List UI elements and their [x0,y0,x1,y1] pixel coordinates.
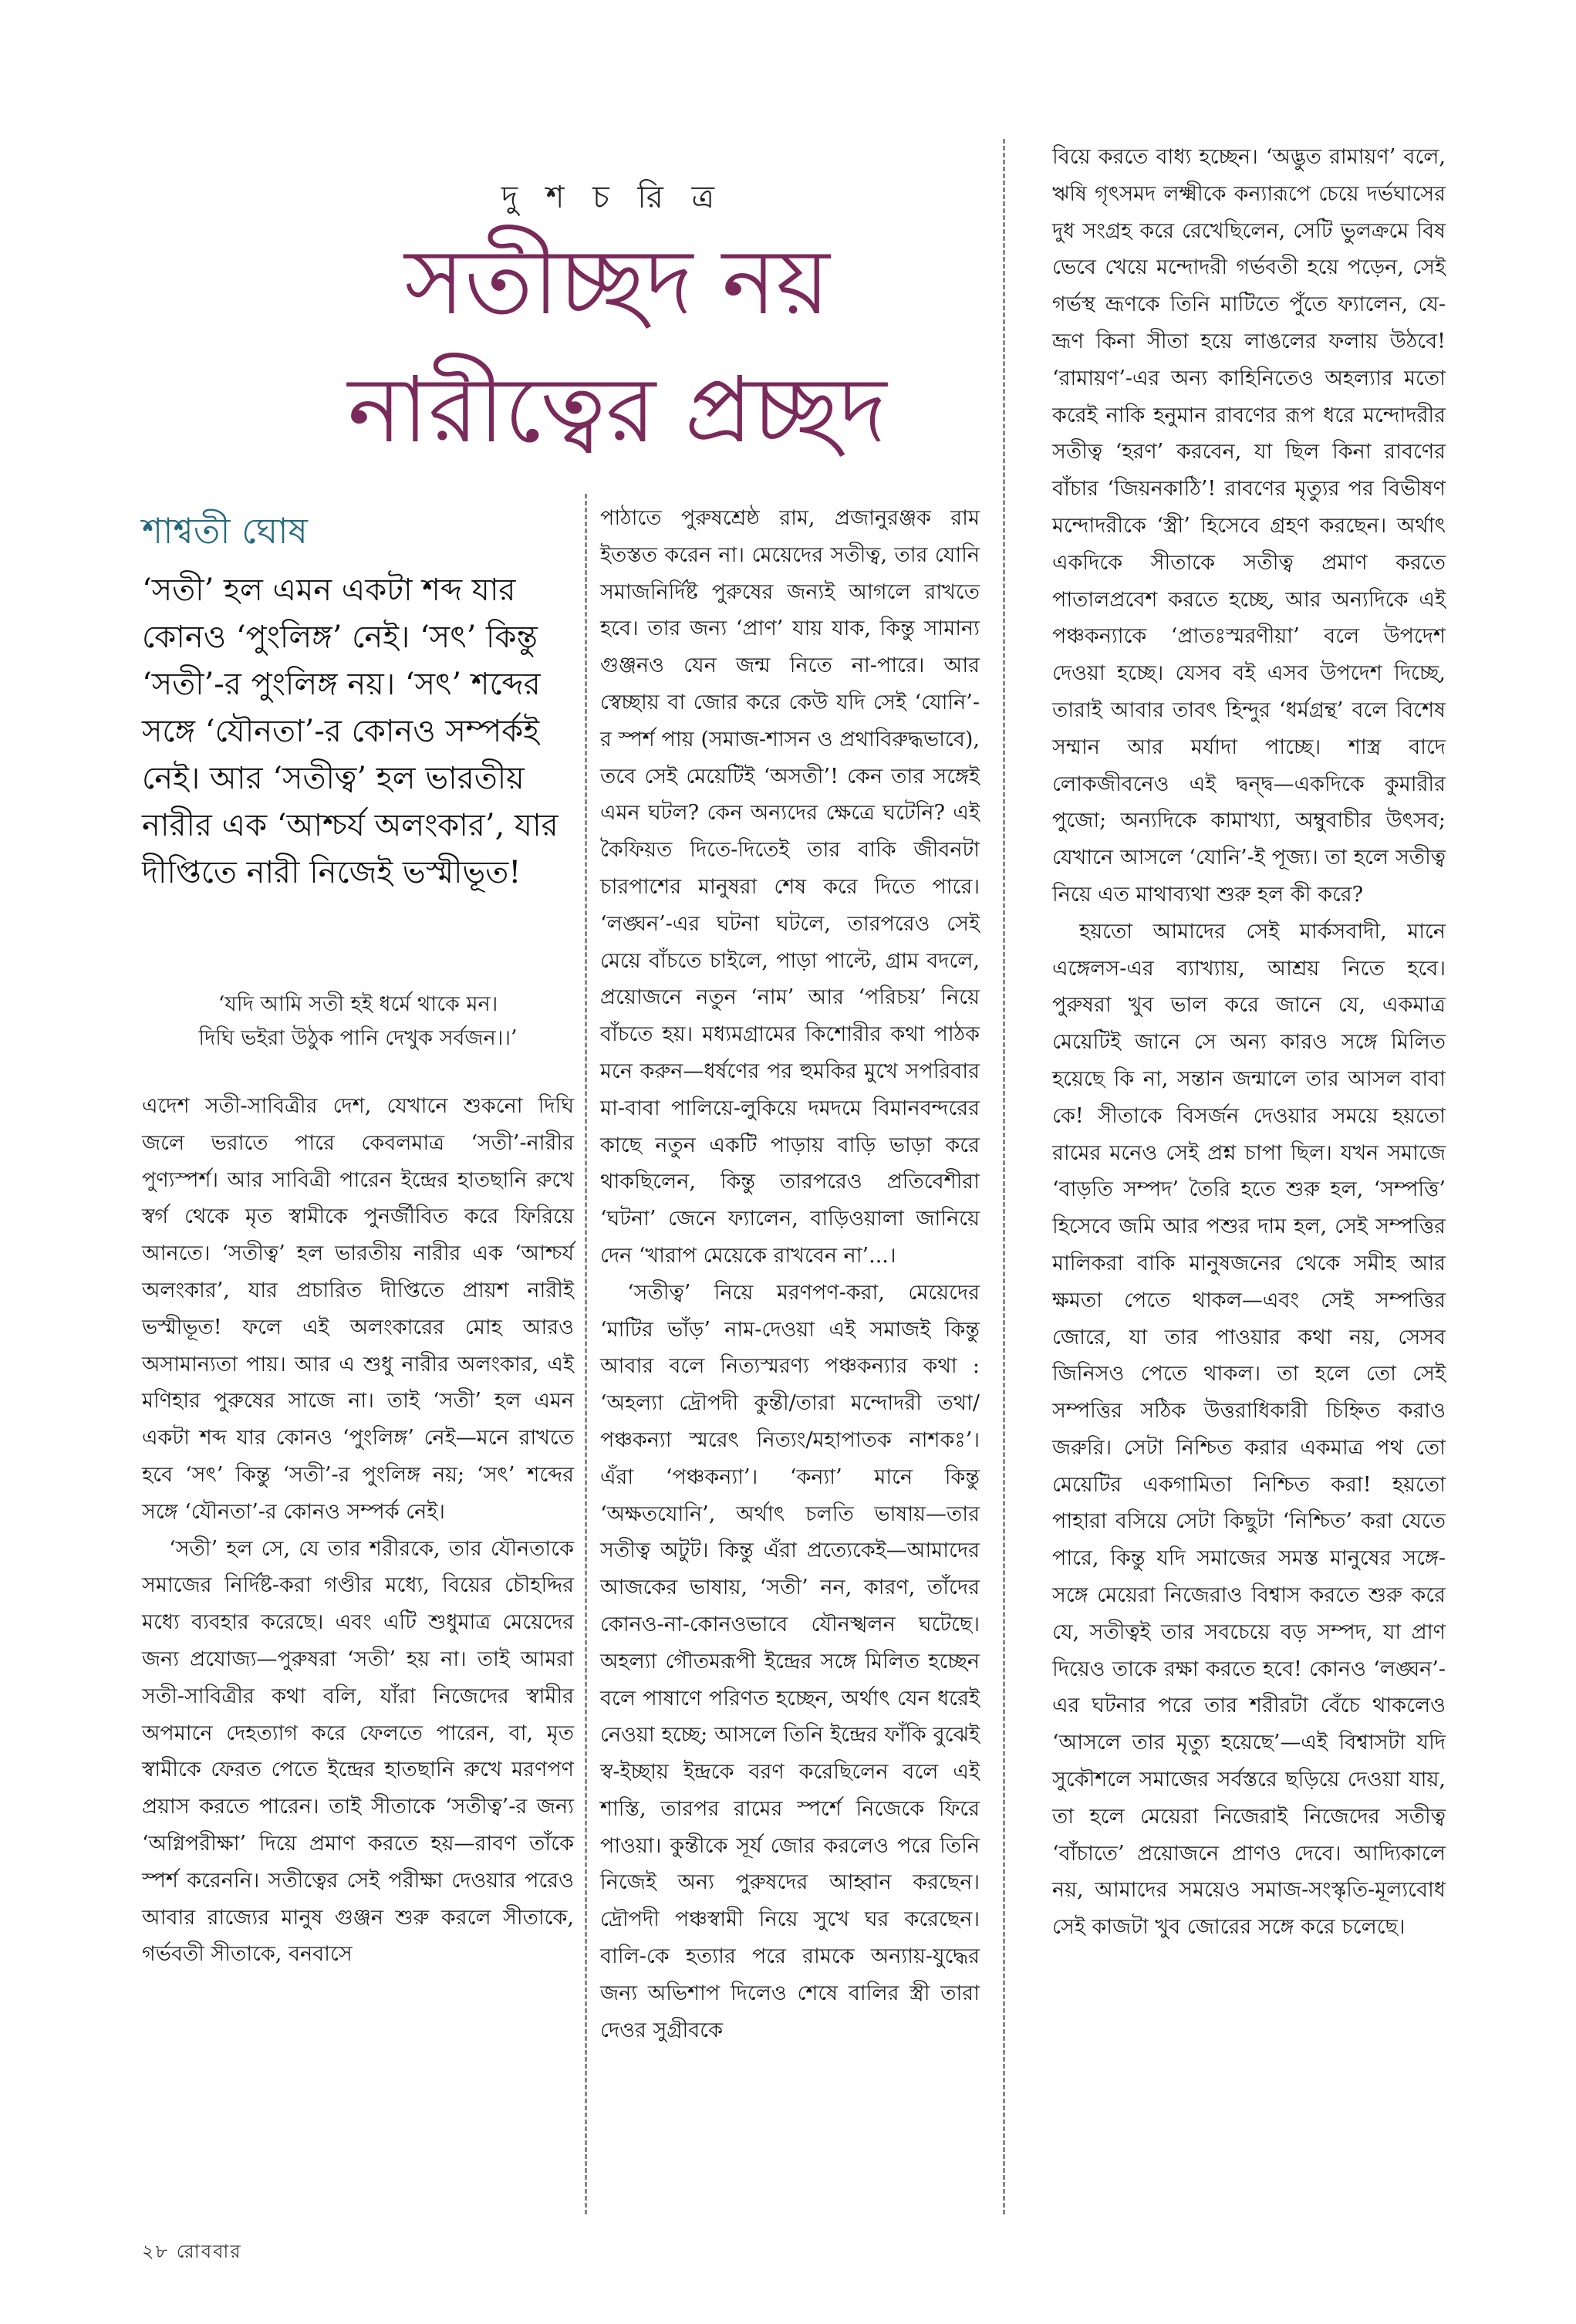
section-kicker: দু শ চ রি ত্র [501,180,724,215]
quote-line-1: ‘যদি আমি সতী হই ধর্মে থাকে মন। [218,992,498,1016]
headline-line-1: সতীচ্ছদ নয় [404,228,830,335]
paragraph: পাঠাতে পুরুষশ্রেষ্ঠ রাম, প্রজানুরঞ্জক রাম ইতস্তত করেন না। মেয়েদের সতীত্ব, তার যোনি সমাজনির্দিষ্ট পুরুষের জন্যই আগলে রাখতে হবে। তার জন্য ‘প্রাণ’ যায় যাক, কিন্তু সামান্য গুঞ্জনও যেন জন্ম নিতে না-পারে। আর স্বেচ্ছায় বা জোর করে কেউ যদি সেই ‘যোনি’-র স্পর্শ পায় (সমাজ-শাসন ও প্রথাবিরুদ্ধভাবে), তবে সেই মেয়েটিই ‘অসতী’! কেন তার সঙ্গেই এমন ঘটল? কেন অন্যদের ক্ষেত্রে ঘটেনি? এই কৈফিয়ত দিতে-দিতেই তার বাকি জীবনটা চারপাশের মানুষরা শেষ করে দিতে পারে। ‘লঙ্ঘন’-এর ঘটনা ঘটলে, তারপরেও সেই মেয়ে বাঁচতে চাইলে, পাড়া পাল্টে, গ্রাম বদলে, প্রয়োজনে নতুন ‘নাম’ আর ‘পরিচয়’ নিয়ে বাঁচতে হয়। মধ্যমগ্রামের কিশোরীর কথা পাঠক মনে করুন—ধর্ষণের পর হুমকির মুখে সপরিবার মা-বাবা পালিয়ে-লুকিয়ে দমদমে বিমানবন্দরের কাছে নতুন একটি পাড়ায় বাড়ি ভাড়া করে থাকছিলেন, কিন্তু তারপরেও প্রতিবেশীরা ‘ঘটনা’ জেনে ফ্যালেন, বাড়িওয়ালা জানিয়ে দেন ‘খারাপ মেয়েকে রাখবেন না’...। [600,506,980,1268]
paragraph: হয়তো আমাদের সেই মার্কসবাদী, মানে এঙ্গেলস-এর ব্যাখ্যায়, আশ্রয় নিতে হবে। পুরুষরা খুব ভাল করে জানে যে, একমাত্র মেয়েটিই জানে সে অন্য কারও সঙ্গে মিলিত হয়েছে কি না, সন্তান জন্মালে তার আসল বাবা কে! সীতাকে বিসর্জন দেওয়ার সময়ে হয়তো রামের মনেও সেই প্রশ্ন চাপা ছিল। যখন সমাজে ‘বাড়তি সম্পদ’ তৈরি হতে শুরু হল, ‘সম্পত্তি’ হিসেবে জমি আর পশুর দাম হল, সেই সম্পত্তির মালিকরা বাকি মানুষজনের থেকে সমীহ আর ক্ষমতা পেতে থাকল—এবং সেই সম্পত্তির জোরে, যা তার পাওয়ার কথা নয়, সেসব জিনিসও পেতে থাকল। তা হলে তো সেই সম্পত্তির সঠিক উত্তরাধিকারী চিহ্নিত করাও জরুরি। সেটা নিশ্চিত করার একমাত্র পথ তো মেয়েটির একগামিতা নিশ্চিত করা! হয়তো পাহারা বসিয়ে সেটা কিছুটা ‘নিশ্চিত’ করা যেতে পারে, কিন্তু যদি সমাজের সমস্ত মানুষের সঙ্গে-সঙ্গে মেয়েরা নিজেরাও বিশ্বাস করতে শুরু করে যে, সতীত্বই তার সবচেয়ে বড় সম্পদ, যা প্রাণ দিয়েও তাকে রক্ষা করতে হবে! কোনও ‘লঙ্ঘন’-এর ঘটনার পরে তার শরীরটা বেঁচে থাকলেও ‘আসলে তার মৃত্যু হয়েছে’—এই বিশ্বাসটা যদি সুকৌশলে সমাজের সর্বস্তরে ছড়িয়ে দেওয়া যায়, তা হলে মেয়েরা নিজেরাই নিজেদের সতীত্ব ‘বাঁচাতে’ প্রয়োজনে প্রাণও দেবে। আদ্যিকালে নয়, আমাদের সময়েও সমাজ-সংস্কৃতি-মূল্যবোধ সেই কাজটা খুব জোরের সঙ্গে করে চলেছে। [1052,919,1446,1940]
column-divider [585,494,587,2214]
body-column-2 [600,500,980,2049]
page-folio: ২৮ রোববার [142,2241,242,2262]
body-column-1 [142,1088,574,1973]
column-divider [1003,139,1005,2214]
paragraph: এদেশ সতী-সাবিত্রীর দেশ, যেখানে শুকনো দিঘি জলে ভরাতে পারে কেবলমাত্র ‘সতী’-নারীর পুণ্যস্পর্শ। আর সাবিত্রী পারেন ইন্দ্রের হাতছানি রুখে স্বর্গ থেকে মৃত স্বামীকে পুনর্জীবিত করে ফিরিয়ে আনতে। ‘সতীত্ব’ হল ভারতীয় নারীর এক ‘আশ্চর্য অলংকার’, যার প্রচারিত দীপ্তিতে প্রায়শ নারীই ভস্মীভূত! ফলে এই অলংকারের মোহ আরও অসামান্যতা পায়। আর এ শুধু নারীর অলংকার, এই মণিহার পুরুষের সাজে না। তাই ‘সতী’ হল এমন একটা শব্দ যার কোনও ‘পুংলিঙ্গ’ নেই—মনে রাখতে হবে ‘সৎ’ কিন্তু ‘সতী’-র পুংলিঙ্গ নয়; ‘সৎ’ শব্দের সঙ্গে ‘যৌনতা’-র কোনও সম্পর্ক নেই। [142,1094,574,1524]
epigraph-quote [142,988,574,1056]
author-byline: শাশ্বতী ঘোষ [142,510,308,552]
quote-line-2: দিঘি ভইরা উঠুক পানি দেখুক সর্বজন।।’ [198,1026,518,1050]
paragraph: বিয়ে করতে বাধ্য হচ্ছেন। ‘অদ্ভুত রামায়ণ’ বলে, ঋষি গৃৎসমদ লক্ষ্মীকে কন্যারূপে চেয়ে দর্ভঘাসের দুধ সংগ্রহ করে রেখেছিলেন, সেটি ভুলক্রমে বিষ ভেবে খেয়ে মন্দোদরী গর্ভবতী হয়ে পড়েন, সেই গর্ভস্থ ভ্রূণকে তিনি মাটিতে পুঁতে ফ্যালেন, যে-ভ্রূণ কিনা সীতা হয়ে লাঙলের ফলায় উঠবে! ‘রামায়ণ’-এর অন্য কাহিনিতেও অহল্যার মতো করেই নাকি হনুমান রাবণের রূপ ধরে মন্দোদরীর সতীত্ব ‘হরণ’ করবেন, যা ছিল কিনা রাবণের বাঁচার ‘জিয়নকাঠি’! রাবণের মৃত্যুর পর বিভীষণ মন্দোদরীকে ‘স্ত্রী’ হিসেবে গ্রহণ করছেন। অর্থাৎ একদিকে সীতাকে সতীত্ব প্রমাণ করতে পাতালপ্রবেশ করতে হচ্ছে, আর অন্যদিকে এই পঞ্চকন্যাকে ‘প্রাতঃস্মরণীয়া’ বলে উপদেশ দেওয়া হচ্ছে। যেসব বই এসব উপদেশ দিচ্ছে, তারাই আবার তাবৎ হিন্দুর ‘ধর্মগ্রন্থ’ বলে বিশেষ সম্মান আর মর্যাদা পাচ্ছে। শাস্ত্র বাদে লোকজীবনেও এই দ্বন্দ্ব—একদিকে কুমারীর পুজো; অন্যদিকে কামাখ্যা, অম্বুবাচীর উৎসব; যেখানে আসলে ‘যোনি’-ই পূজ্য। তা হলে সতীত্ব নিয়ে এত মাথাব্যথা শুরু হল কী করে? [1052,145,1446,907]
headline-line-2: নারীত্বের প্রচ্ছদ [347,356,887,463]
body-column-3 [1052,139,1446,1946]
article-headline [309,218,926,474]
paragraph: ‘সতীত্ব’ নিয়ে মরণপণ-করা, মেয়েদের ‘মাটির ভাঁড়’ নাম-দেওয়া এই সমাজই কিন্তু আবার বলে নিত্যস্মরণ্য পঞ্চকন্যার কথা : ‘অহল্যা দ্রৌপদী কুন্তী/তারা মন্দোদরী তথা/পঞ্চকন্যা স্মরেৎ নিত্যং/মহাপাতক নাশকঃ’। এঁরা ‘পঞ্চকন্যা’। ‘কন্যা’ মানে কিন্তু ‘অক্ষতযোনি’, অর্থাৎ চলতি ভাষায়—তার সতীত্ব অটুট। কিন্তু এঁরা প্রত্যেকেই—আমাদের আজকের ভাষায়, ‘সতী’ নন, কারণ, তাঁদের কোনও-না-কোনওভাবে যৌনস্খলন ঘটেছে। অহল্যা গৌতমরূপী ইন্দ্রের সঙ্গে মিলিত হচ্ছেন বলে পাষাণে পরিণত হচ্ছেন, অর্থাৎ যেন ধরেই নেওয়া হচ্ছে; আসলে তিনি ইন্দ্রের ফাঁকি বুঝেই স্ব-ইচ্ছায় ইন্দ্রকে বরণ করেছিলেন বলে এই শাস্তি, তারপর রামের স্পর্শে নিজেকে ফিরে পাওয়া। কুন্তীকে সূর্য জোর করলেও পরে তিনি নিজেই অন্য পুরুষদের আহ্বান করছেন। দ্রৌপদী পঞ্চস্বামী নিয়ে সুখে ঘর করেছেন। বালি-কে হত্যার পরে রামকে অন্যায়-যুদ্ধের জন্য অভিশাপ দিলেও শেষে বালির স্ত্রী তারা দেওর সুগ্রীবকে [600,1280,980,2042]
standfirst: ‘সতী’ হল এমন একটা শব্দ যার কোনও ‘পুংলিঙ্গ’ নেই। ‘সৎ’ কিন্তু ‘সতী’-র পুংলিঙ্গ নয়। ‘সৎ’ শব্দের সঙ্গে ‘যৌনতা’-র কোনও সম্পর্কই নেই। আর ‘সতীত্ব’ হল ভারতীয় নারীর এক ‘আশ্চর্য অলংকার’, যার দীপ্তিতে নারী নিজেই ভস্মীভূত! [142,573,559,890]
paragraph: ‘সতী’ হল সে, যে তার শরীরকে, তার যৌনতাকে সমাজের নির্দিষ্ট-করা গণ্ডীর মধ্যে, বিয়ের চৌহদ্দির মধ্যে ব্যবহার করেছে। এবং এটি শুধুমাত্র মেয়েদের জন্য প্রযোজ্য—পুরুষরা ‘সতী’ হয় না। তাই আমরা সতী-সাবিত্রীর কথা বলি, যাঁরা নিজেদের স্বামীর অপমানে দেহত্যাগ করে ফেলতে পারেন, বা, মৃত স্বামীকে ফেরত পেতে ইন্দ্রের হাতছানি রুখে মরণপণ প্রয়াস করতে পারেন। তাই সীতাকে ‘সতীত্ব’-র জন্য ‘অগ্নিপরীক্ষা’ দিয়ে প্রমাণ করতে হয়—রাবণ তাঁকে স্পর্শ করেননি। সতীত্বের সেই পরীক্ষা দেওয়ার পরেও আবার রাজ্যের মানুষ গুঞ্জন শুরু করলে সীতাকে, গর্ভবতী সীতাকে, বনবাসে [142,1536,574,1967]
